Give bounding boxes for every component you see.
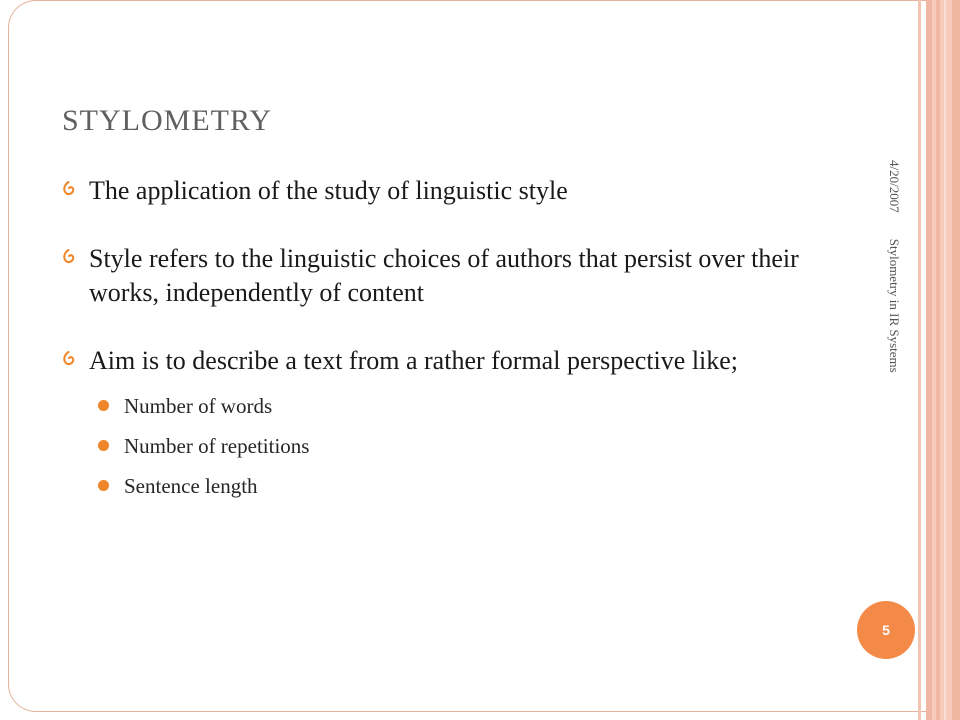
page-number: 5: [882, 622, 890, 638]
side-date: 4/20/2007: [887, 160, 902, 213]
bullet-item: [62, 174, 822, 208]
orange-dot-icon: [98, 440, 109, 451]
slide-content: [62, 174, 822, 512]
sub-bullet-text: Sentence length: [124, 474, 258, 498]
orange-dot-icon: [98, 400, 109, 411]
sub-bullet-item: [98, 432, 822, 460]
side-footer-text: [886, 160, 902, 460]
bullet-swirl-icon: [62, 181, 75, 197]
bullet-text: The application of the study of linguistic style: [89, 176, 568, 205]
sub-bullet-list: [62, 392, 822, 500]
bullet-item: [62, 242, 822, 310]
decorative-stripe: [944, 0, 946, 720]
bullet-text: Style refers to the linguistic choices of authors that persist over their works, independently of content: [89, 244, 799, 307]
decorative-stripe: [926, 0, 932, 720]
sub-bullet-text: Number of words: [124, 394, 273, 418]
bullet-item: [62, 344, 822, 378]
sub-bullet-item: [98, 472, 822, 500]
decorative-stripe: [918, 0, 921, 720]
slide-title: STYLOMETRY: [62, 104, 273, 137]
bullet-text: Aim is to describe a text from a rather formal perspective like;: [89, 346, 739, 375]
page-number-badge: [857, 601, 915, 659]
orange-dot-icon: [98, 480, 109, 491]
decorative-stripe: [952, 0, 960, 720]
decorative-stripe: [936, 0, 940, 720]
sub-bullet-text: Number of repetitions: [124, 434, 310, 458]
side-caption: Stylometry in IR Systems: [887, 238, 902, 373]
bullet-swirl-icon: [62, 351, 75, 367]
sub-bullet-item: [98, 392, 822, 420]
bullet-swirl-icon: [62, 249, 75, 265]
